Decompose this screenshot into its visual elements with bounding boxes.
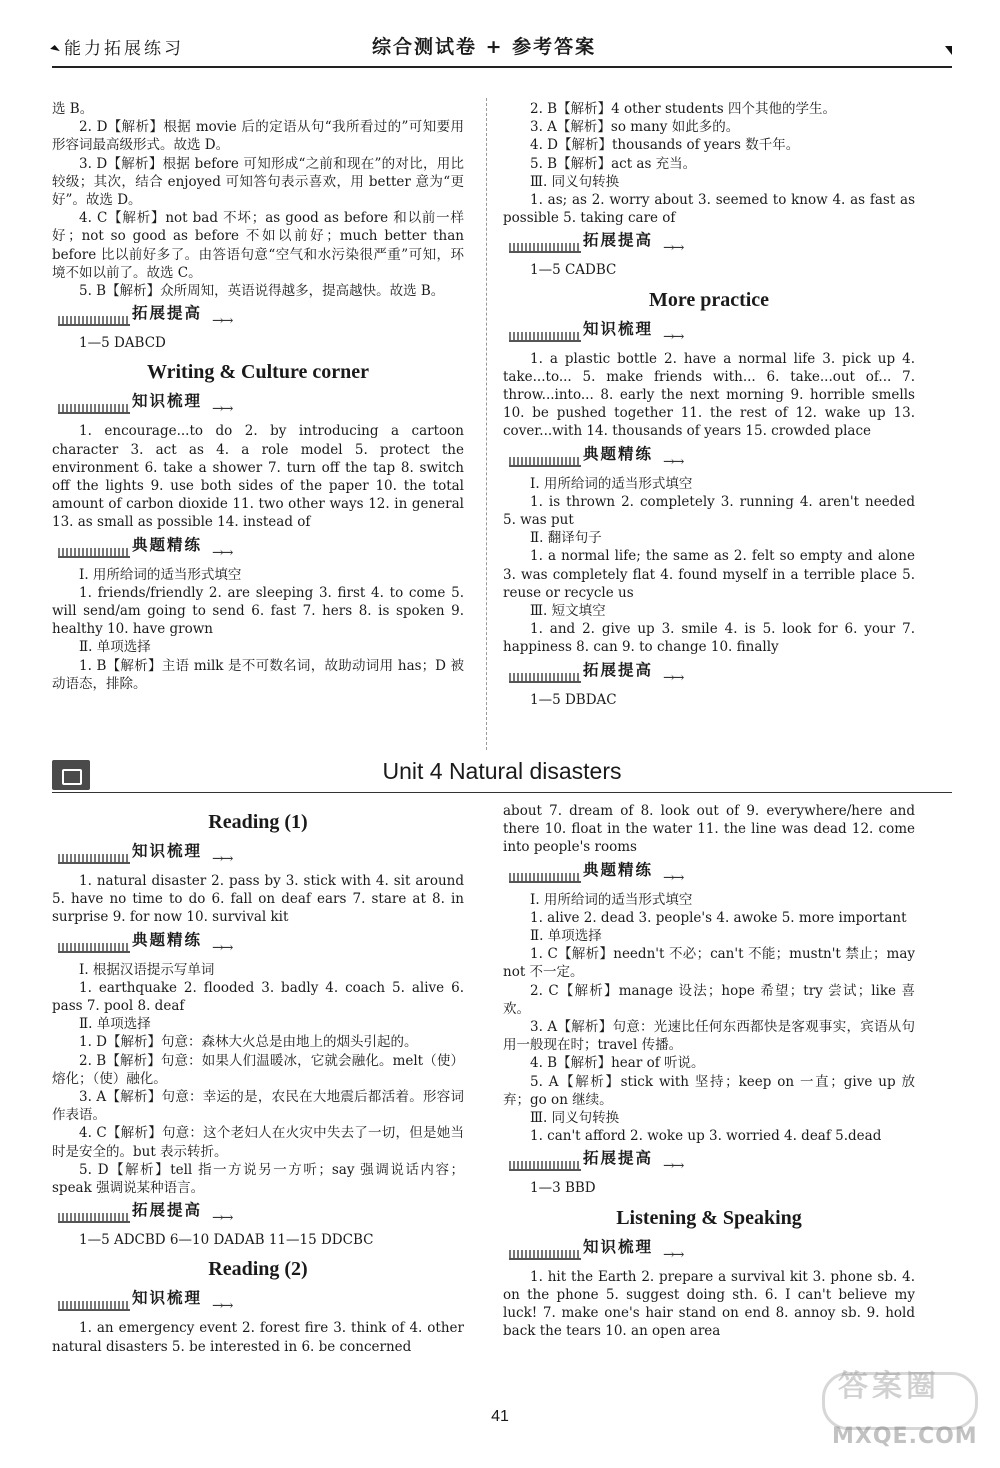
- arrow-icon: →→: [212, 1298, 232, 1315]
- subsection-head: Ⅰ. 用所给词的适当形式填空: [79, 566, 242, 583]
- subsection-head: Ⅱ. 单项选择: [79, 1016, 151, 1033]
- column-divider: [486, 98, 487, 750]
- header-rule: [52, 66, 952, 68]
- section-title: Listening & Speaking: [616, 1206, 802, 1229]
- section-tag: [503, 231, 915, 259]
- section-tag: [503, 1149, 915, 1177]
- answer-text: 4. C【解析】句意：这个老妇人在火灾中失去了一切，但是她当时是安全的。but 表示转折。: [52, 1125, 464, 1160]
- arrow-icon: →→: [663, 669, 683, 686]
- underline-decor: [509, 681, 581, 683]
- answer-text: 5. A【解析】stick with 坚持；keep on 一直；give up 放弃；go on 继续。: [503, 1073, 915, 1108]
- underline-decor: [58, 556, 130, 558]
- answer-text: 1—3 BBD: [530, 1180, 596, 1197]
- subsection-head: Ⅰ. 根据汉语提示写单词: [79, 961, 215, 978]
- underline-decor: [509, 1169, 581, 1171]
- answer-text: 1. can't afford 2. woke up 3. worried 4. deaf 5.dead: [530, 1128, 882, 1145]
- answer-text: 1. B【解析】主语 milk 是不可数名词，故助动词用 has；D 被动语态，排除。: [52, 657, 464, 692]
- unit-header: [52, 760, 952, 796]
- answer-text: 1. earthquake 2. flooded 3. badly 4. coach 5. alive 6. pass 7. pool 8. deaf: [52, 979, 464, 1015]
- left-column-top: [52, 100, 464, 693]
- answer-text: 1—5 CADBC: [530, 262, 617, 279]
- tag-label: 拓展提高: [132, 1201, 203, 1220]
- arrow-icon: →→: [212, 313, 232, 330]
- answer-text: 1. alive 2. dead 3. people's 4. awoke 5. more important: [530, 909, 907, 926]
- tag-label: 拓展提高: [583, 1149, 654, 1168]
- page-number: 41: [491, 1408, 509, 1425]
- subsection-head: Ⅲ. 短文填空: [530, 603, 606, 620]
- answer-text: 2. B【解析】句意：如果人们温暖冰，它就会融化。melt（使）熔化；（使）融化。: [52, 1052, 464, 1087]
- arrow-icon: →→: [212, 1210, 232, 1227]
- section-tag: [503, 320, 915, 348]
- section-tag: [52, 536, 464, 564]
- section-tag: [503, 661, 915, 689]
- header-left: [52, 40, 184, 58]
- subsection-head: Ⅱ. 单项选择: [79, 639, 151, 656]
- section-title: Reading (1): [208, 811, 308, 833]
- header-left-text: 能力拓展练习: [64, 39, 184, 59]
- watermark-logo: [792, 1369, 992, 1462]
- corner-mark-icon: [945, 46, 952, 55]
- answer-text: 5. B【解析】众所周知，英语说得越多，提高越快。故选 B。: [79, 283, 445, 300]
- section-tag: [52, 392, 464, 420]
- tag-label: 典题精练: [583, 444, 654, 463]
- answer-text: 1. is thrown 2. completely 3. running 4. aren't needed 5. was put: [503, 493, 915, 529]
- tag-label: 拓展提高: [583, 660, 654, 679]
- answer-text: 4. B【解析】hear of 听说。: [530, 1055, 705, 1072]
- arrow-icon: →→: [212, 851, 232, 867]
- tag-label: 拓展提高: [583, 231, 654, 250]
- section-title: More practice: [648, 288, 770, 311]
- arrow-icon: →→: [212, 939, 232, 956]
- tag-label: 拓展提高: [132, 304, 203, 323]
- underline-decor: [58, 951, 130, 953]
- watermark-url: MXQE.COM: [832, 1424, 978, 1449]
- unit-title: Unit 4 Natural disasters: [382, 758, 622, 784]
- arrow-icon: →→: [663, 869, 683, 886]
- underline-decor: [58, 1221, 130, 1223]
- underline-decor: [509, 340, 581, 342]
- answer-text: 1. as; as 2. worry about 3. seemed to know 4. as fast as possible 5. taking care of: [503, 192, 915, 227]
- underline-decor: [509, 1258, 581, 1260]
- answer-text: 5. B【解析】act as 充当。: [530, 155, 697, 172]
- answer-text: 5. D【解析】tell 指一方说另一方听；say 强调说话内容；speak 强调说某种语言。: [52, 1161, 464, 1197]
- answer-text: 选 B。: [52, 101, 94, 117]
- section-tag: [52, 842, 464, 870]
- arrow-icon: →→: [663, 1246, 683, 1263]
- answer-text: 1. and 2. give up 3. smile 4. is 5. look for 6. your 7. happiness 8. can 9. to change 10. finally: [503, 621, 915, 656]
- section-title: Reading (2): [208, 1258, 308, 1281]
- underline-decor: [509, 251, 581, 253]
- section-tag: [503, 861, 915, 889]
- answer-text: 1. hit the Earth 2. prepare a survival kit 3. phone sb. 4. on the phone 5. suggest doing sth. 6. I can't believe my luck! 7. make one's hair stand on end 8. annoy sb. 9. hold back the tears 10. an open area: [503, 1268, 915, 1340]
- answer-text: 2. C【解析】manage 设法；hope 希望；try 尝试；like 喜欢。: [503, 982, 915, 1017]
- subsection-head: Ⅲ. 同义句转换: [530, 1110, 620, 1127]
- underline-decor: [509, 465, 581, 467]
- arrow-icon: →→: [212, 401, 232, 418]
- answer-text: 1. encourage...to do 2. by introducing a cartoon character 3. act as 4. a role model 5. protect the environment 6. take a shower 7. turn off the tap 8. switch off the lights 9. use both sides of the paper 10. the total amount of carbon dioxide 11. two other ways 12. in general 13. as small as possible 14. instead of: [52, 423, 464, 531]
- section-tag: [52, 1289, 464, 1317]
- answer-text: 1. friends/friendly 2. are sleeping 3. first 4. to come 5. will send/am going to send 6. fast 7. hers 8. is spoken 9. healthy 10. have grown: [52, 584, 464, 638]
- section-title: Writing & Culture corner: [146, 361, 369, 384]
- tag-label: 典题精练: [132, 930, 203, 949]
- underline-decor: [58, 412, 130, 414]
- tag-label: 知识梳理: [583, 1237, 654, 1256]
- tag-label: 典题精练: [583, 860, 654, 879]
- unit-rule: [52, 792, 952, 793]
- header-title: 综合测试卷 + 参考答案: [372, 36, 597, 58]
- underline-decor: [58, 862, 130, 864]
- arrow-icon: →→: [663, 240, 683, 257]
- answer-text: 3. A【解析】so many 如此多的。: [530, 119, 740, 136]
- right-column-top: [503, 100, 915, 709]
- section-tag: [503, 1238, 915, 1266]
- section-tag: [52, 1201, 464, 1229]
- subsection-head: Ⅰ. 用所给词的适当形式填空: [530, 891, 693, 908]
- answer-text: 2. D【解析】根据 movie 后的定语从句“我所看过的”可知要用形容词最高级形式。故选 D。: [52, 119, 464, 154]
- triangle-icon: [50, 45, 60, 55]
- answer-text: 4. C【解析】not bad 不坏；as good as before 和以前一样好；not so good as before 不如以前好；much better than before 比以前好多了。由答语句意“空气和水污染很严重”可知，环境不如以前了。故选 C。: [52, 210, 464, 281]
- answer-text: 1. natural disaster 2. pass by 3. stick with 4. sit around 5. have no time to do 6. fall on deaf ears 7. stare at 8. in surprise 9. for now 10. survival kit: [52, 873, 464, 926]
- answer-text: 1. a plastic bottle 2. have a normal life 3. pick up 4. take...to... 5. make friends with... 6. take...out of... 7. throw...into... 8. early the next morning 9. horrible smells 10. be pushed together 11. the rest of 12. wake up 13. cover...with 14. thousands of years 15. crowded place: [503, 350, 915, 440]
- answer-text: 3. A【解析】句意：幸运的是，农民在大地震后都活着。形容词作表语。: [52, 1089, 464, 1124]
- page-header: [52, 36, 952, 70]
- answer-text: 2. B【解析】4 other students 四个其他的学生。: [530, 101, 836, 117]
- answer-text: 1. D【解析】句意：森林大火总是由地上的烟头引起的。: [79, 1034, 418, 1051]
- arrow-icon: →→: [663, 1158, 683, 1175]
- tag-label: 知识梳理: [132, 1289, 203, 1308]
- arrow-icon: →→: [212, 544, 232, 561]
- answer-text: 1—5 DABCD: [79, 335, 166, 352]
- tag-label: 典题精练: [132, 535, 203, 554]
- answer-text: 3. A【解析】句意：光速比任何东西都快是客观事实，宾语从句用一般现在时；travel 传播。: [503, 1019, 915, 1054]
- underline-decor: [509, 881, 581, 883]
- answer-text: 4. D【解析】thousands of years 数千年。: [530, 137, 800, 154]
- answer-text: 1—5 DBDAC: [530, 691, 617, 708]
- left-column-bottom: [52, 802, 464, 1356]
- subsection-head: Ⅲ. 同义句转换: [530, 173, 620, 190]
- section-tag: [52, 931, 464, 959]
- answer-text: 1. C【解析】needn't 不必；can't 不能；mustn't 禁止；may not 不一定。: [503, 946, 915, 981]
- answer-text: 1. a normal life; the same as 2. felt so empty and alone 3. was completely flat 4. found myself in a terrible place 5. reuse or recycle us: [503, 548, 915, 601]
- answer-text: about 7. dream of 8. look out of 9. everywhere/here and there 10. float in the water 11. the line was dead 12. come into people's rooms: [503, 803, 915, 856]
- tag-label: 知识梳理: [583, 319, 654, 338]
- arrow-icon: →→: [663, 328, 683, 345]
- answer-text: 1—5 ADCBD 6—10 DADAB 11—15 DDCBC: [79, 1232, 374, 1249]
- answer-text: 3. D【解析】根据 before 可知形成“之前和现在”的对比，用比较级；其次，结合 enjoyed 可知答句表示喜欢，用 better 意为“更好”。故选 D。: [52, 155, 464, 209]
- underline-decor: [58, 324, 130, 326]
- watermark-logo-text: 答案圈: [838, 1369, 940, 1404]
- section-tag: [52, 304, 464, 332]
- tag-label: 知识梳理: [132, 392, 203, 411]
- subsection-head: Ⅱ. 单项选择: [530, 928, 602, 945]
- right-column-bottom: [503, 802, 915, 1340]
- underline-decor: [58, 1309, 130, 1311]
- subsection-head: Ⅱ. 翻译句子: [530, 530, 602, 547]
- tag-label: 知识梳理: [132, 842, 203, 860]
- answer-text: 1. an emergency event 2. forest fire 3. think of 4. other natural disasters 5. be interested in 6. be concerned: [52, 1320, 464, 1355]
- section-tag: [503, 445, 915, 473]
- arrow-icon: →→: [663, 453, 683, 470]
- subsection-head: Ⅰ. 用所给词的适当形式填空: [530, 475, 693, 492]
